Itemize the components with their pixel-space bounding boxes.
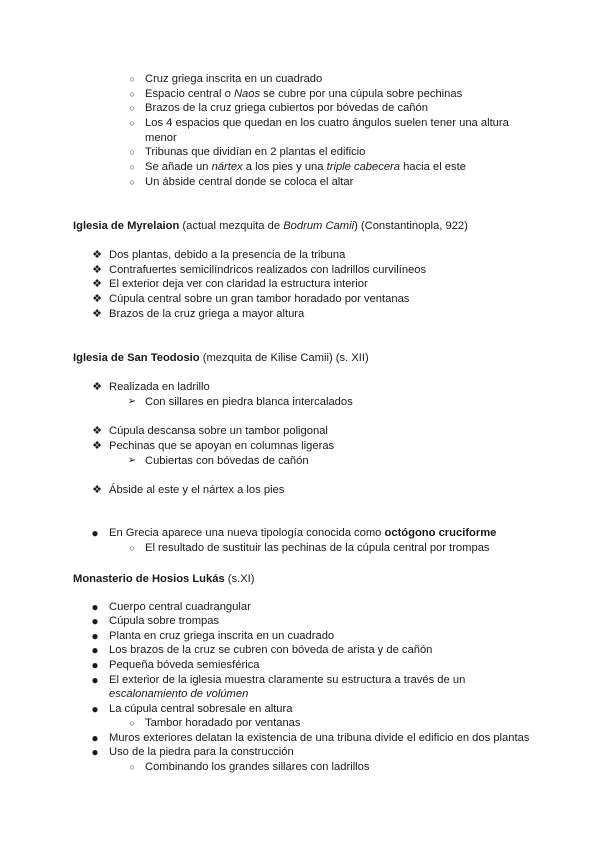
circle-bullet-icon: ○ <box>129 103 135 113</box>
diamond-bullet-icon: ❖ <box>92 425 102 437</box>
section-heading <box>73 351 369 366</box>
arrow-bullet-icon: ➢ <box>127 396 137 407</box>
heading-text: (actual mezquita de <box>179 220 284 232</box>
text-run: Se añade un <box>145 161 212 173</box>
text-run: Espacio central o <box>145 88 234 100</box>
list-item: Cubiertas con bóvedas de cañón <box>145 455 309 467</box>
list-item <box>109 526 496 541</box>
list-item: El exterior deja ver con claridad la estructura interior <box>109 278 368 290</box>
heading-text: (s.XI) <box>224 573 255 585</box>
heading-text: (mezquita de Kilise Camii) (s. XII) <box>199 352 369 364</box>
circle-bullet-icon: ○ <box>129 118 135 128</box>
list-item: Realizada en ladrillo <box>109 381 210 393</box>
list-item: Pechinas que se apoyan en columnas ligeras <box>109 440 335 452</box>
dot-bullet-icon: ● <box>91 526 99 540</box>
diamond-bullet-icon: ❖ <box>92 308 102 320</box>
italic-term: nártex <box>211 161 243 173</box>
list-item: Los 4 espacios que quedan en los cuatro ángulos suelen tener una altura <box>145 117 509 129</box>
circle-bullet-icon: ○ <box>129 762 135 772</box>
list-item: Los brazos de la cruz se cubren con bóveda de arista y de cañón <box>109 644 433 656</box>
list-item: Cúpula sobre trompas <box>109 615 220 627</box>
bold-term: octógono cruciforme <box>384 527 497 539</box>
circle-bullet-icon: ○ <box>129 89 135 99</box>
list-item: Contrafuertes semicilíndricos realizados con ladrillos curvilíneos <box>109 264 427 276</box>
italic-term: triple cabecera <box>326 161 401 173</box>
list-item: Cruz griega inscrita en un cuadrado <box>145 73 323 85</box>
list-item: Un ábside central donde se coloca el altar <box>145 176 354 188</box>
diamond-bullet-icon: ❖ <box>92 440 102 452</box>
diamond-bullet-icon: ❖ <box>92 278 102 290</box>
list-item: Tambor horadado por ventanas <box>145 717 301 729</box>
list-item: La cúpula central sobresale en altura <box>109 703 293 715</box>
diamond-bullet-icon: ❖ <box>92 293 102 305</box>
dot-bullet-icon: ● <box>91 643 99 657</box>
heading-bold: Monasterio de Hosios Lukás <box>73 573 225 585</box>
circle-bullet-icon: ○ <box>129 147 135 157</box>
list-item: Cúpula descansa sobre un tambor poligonal <box>109 425 328 437</box>
text-run: se cubre por una cúpula sobre pechinas <box>260 88 463 100</box>
circle-bullet-icon: ○ <box>129 162 135 172</box>
circle-bullet-icon: ○ <box>129 718 135 728</box>
list-item: Brazos de la cruz griega a mayor altura <box>109 308 305 320</box>
list-item: Pequeña bóveda semiesférica <box>109 659 260 671</box>
list-item-continuation: menor <box>145 132 177 144</box>
list-item: El resultado de sustituir las pechinas de la cúpula central por trompas <box>145 542 490 554</box>
list-item: Planta en cruz griega inscrita en un cuadrado <box>109 630 335 642</box>
heading-text: ) (Constantinopla, 922) <box>354 220 468 232</box>
list-item <box>145 160 466 175</box>
italic-term: Naos <box>233 88 261 100</box>
text-run: hacia el este <box>400 161 466 173</box>
dot-bullet-icon: ● <box>91 745 99 759</box>
dot-bullet-icon: ● <box>91 702 99 716</box>
diamond-bullet-icon: ❖ <box>92 264 102 276</box>
list-item-continuation: escalonamiento de volúmen <box>109 688 249 700</box>
diamond-bullet-icon: ❖ <box>92 249 102 261</box>
dot-bullet-icon: ● <box>91 600 99 614</box>
diamond-bullet-icon: ❖ <box>92 381 102 393</box>
list-item: Cúpula central sobre un gran tambor horadado por ventanas <box>109 293 410 305</box>
arrow-bullet-icon: ➢ <box>127 455 137 466</box>
section-heading <box>73 572 255 587</box>
heading-bold: Iglesia de San Teodosio <box>73 352 200 364</box>
list-item: Cuerpo central cuadrangular <box>109 601 251 613</box>
circle-bullet-icon: ○ <box>129 74 135 84</box>
heading-bold: Iglesia de Myrelaion <box>73 220 180 232</box>
list-item: Uso de la piedra para la construcción <box>109 746 294 758</box>
dot-bullet-icon: ● <box>91 629 99 643</box>
dot-bullet-icon: ● <box>91 658 99 672</box>
dot-bullet-icon: ● <box>91 731 99 745</box>
list-item: Combinando los grandes sillares con ladrillos <box>145 761 370 773</box>
list-item <box>145 87 462 102</box>
text-run: En Grecia aparece una nueva tipología conocida como <box>109 527 385 539</box>
list-item: Con sillares en piedra blanca intercalados <box>145 396 353 408</box>
dot-bullet-icon: ● <box>91 614 99 628</box>
circle-bullet-icon: ○ <box>129 177 135 187</box>
diamond-bullet-icon: ❖ <box>92 484 102 496</box>
section-heading <box>73 219 468 234</box>
list-item: Ábside al este y el nártex a los pies <box>109 484 285 496</box>
list-item: Tribunas que dividían en 2 plantas el edificio <box>145 146 366 158</box>
circle-bullet-icon: ○ <box>129 543 135 553</box>
text-run: a los pies y una <box>242 161 327 173</box>
list-item: Dos plantas, debido a la presencia de la tribuna <box>109 249 346 261</box>
list-item: El exterior de la iglesia muestra claramente su estructura a través de un <box>109 674 466 686</box>
heading-italic: Bodrum Camii <box>283 220 355 232</box>
list-item: Brazos de la cruz griega cubiertos por bóvedas de cañón <box>145 102 428 114</box>
dot-bullet-icon: ● <box>91 673 99 687</box>
list-item: Muros exteriores delatan la existencia de una tribuna divide el edificio en dos plantas <box>109 732 530 744</box>
